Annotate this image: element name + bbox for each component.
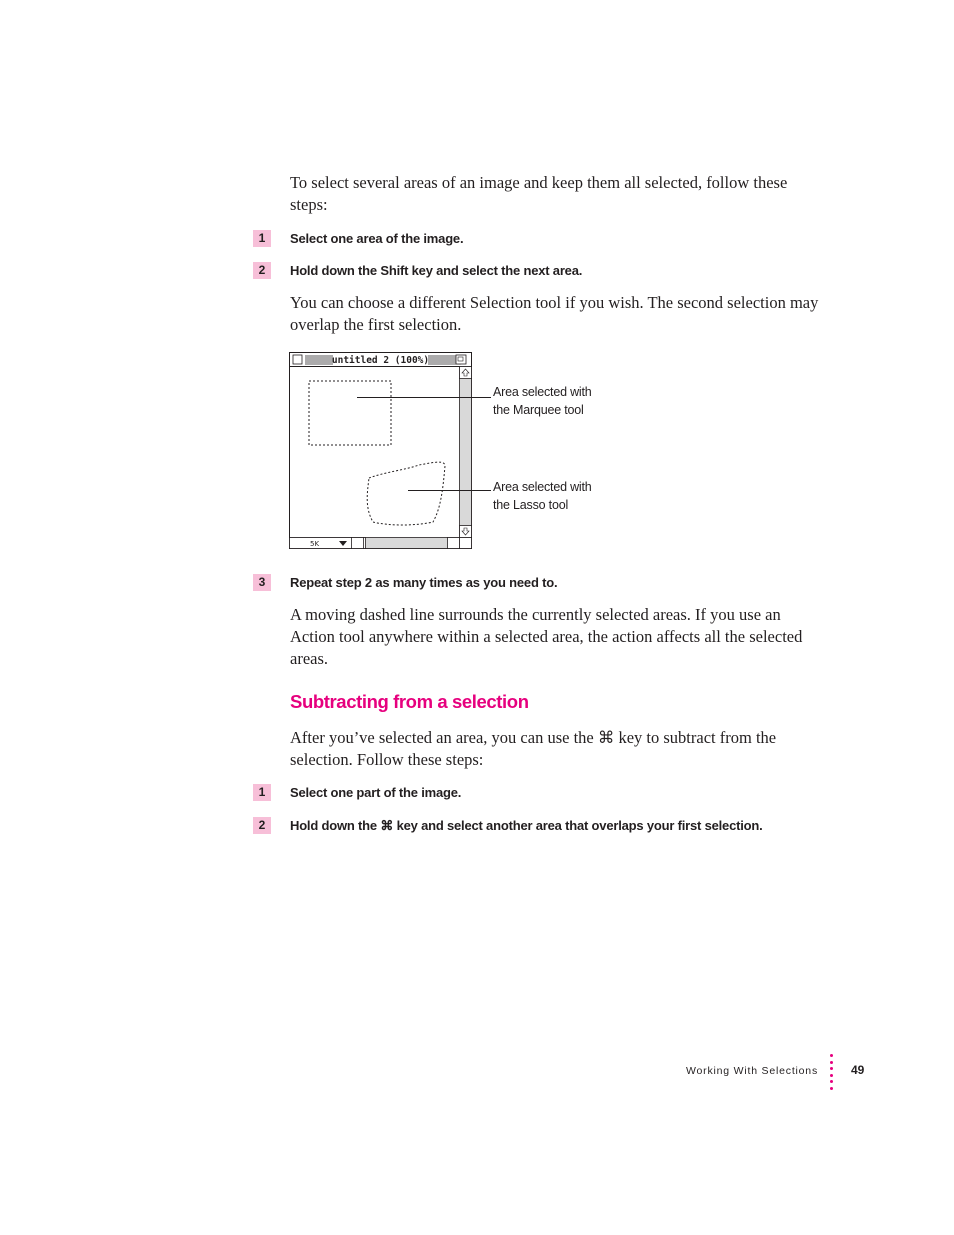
grow-box-icon <box>460 538 472 549</box>
step-number-badge: 2 <box>253 262 271 279</box>
step-number-badge: 1 <box>253 230 271 247</box>
caption-marquee <box>493 383 633 419</box>
step-number-badge: 2 <box>253 817 271 834</box>
caption-line: the Lasso tool <box>493 498 569 512</box>
close-box-icon <box>293 355 302 364</box>
scroll-up-arrow-icon <box>460 367 472 379</box>
step-text: Repeat step 2 as many times as you need to. <box>290 575 558 590</box>
section-paragraph: After you’ve selected an area, you can use the ⌘ key to subtract from the selection. Follow these steps: <box>290 728 777 769</box>
note-paragraph: You can choose a different Selection tool if you wish. The second selection may overlap the first selection. <box>290 293 819 334</box>
section-heading: Subtracting from a selection <box>290 691 529 712</box>
caption-lasso <box>493 478 633 514</box>
scroll-right-arrow-icon <box>448 538 460 549</box>
scroll-down-arrow-icon <box>460 526 472 538</box>
window-illustration <box>285 348 615 554</box>
step-text: Select one part of the image. <box>290 785 462 800</box>
page-number: 49 <box>851 1063 865 1077</box>
running-footer: Working With Selections <box>686 1065 818 1077</box>
footer-dot-divider <box>830 1054 834 1094</box>
intro-paragraph: To select several areas of an image and keep them all selected, follow these steps: <box>290 173 788 214</box>
caption-line: the Marquee tool <box>493 403 584 417</box>
step-number-badge: 1 <box>253 784 271 801</box>
step-number-badge: 3 <box>253 574 271 591</box>
vertical-scrollbar <box>460 367 472 538</box>
zoom-field-value: 5K <box>310 540 320 548</box>
window-frame <box>290 353 472 549</box>
scroll-left-arrow-icon <box>352 538 364 549</box>
step-text: Hold down the Shift key and select the next area. <box>290 263 583 278</box>
caption-line: Area selected with <box>493 385 592 399</box>
step-text: Select one area of the image. <box>290 231 464 246</box>
note-paragraph: A moving dashed line surrounds the currently selected areas. If you use an Action tool anywhere within a selected area, the action affects all the selected areas. <box>290 605 803 668</box>
zoom-box-icon <box>456 355 466 364</box>
step-text: Hold down the ⌘ key and select another area that overlaps your first selection. <box>290 818 763 833</box>
window-title: untitled 2 (100%) <box>331 355 430 366</box>
caption-line: Area selected with <box>493 480 592 494</box>
selection-figure <box>285 348 615 554</box>
